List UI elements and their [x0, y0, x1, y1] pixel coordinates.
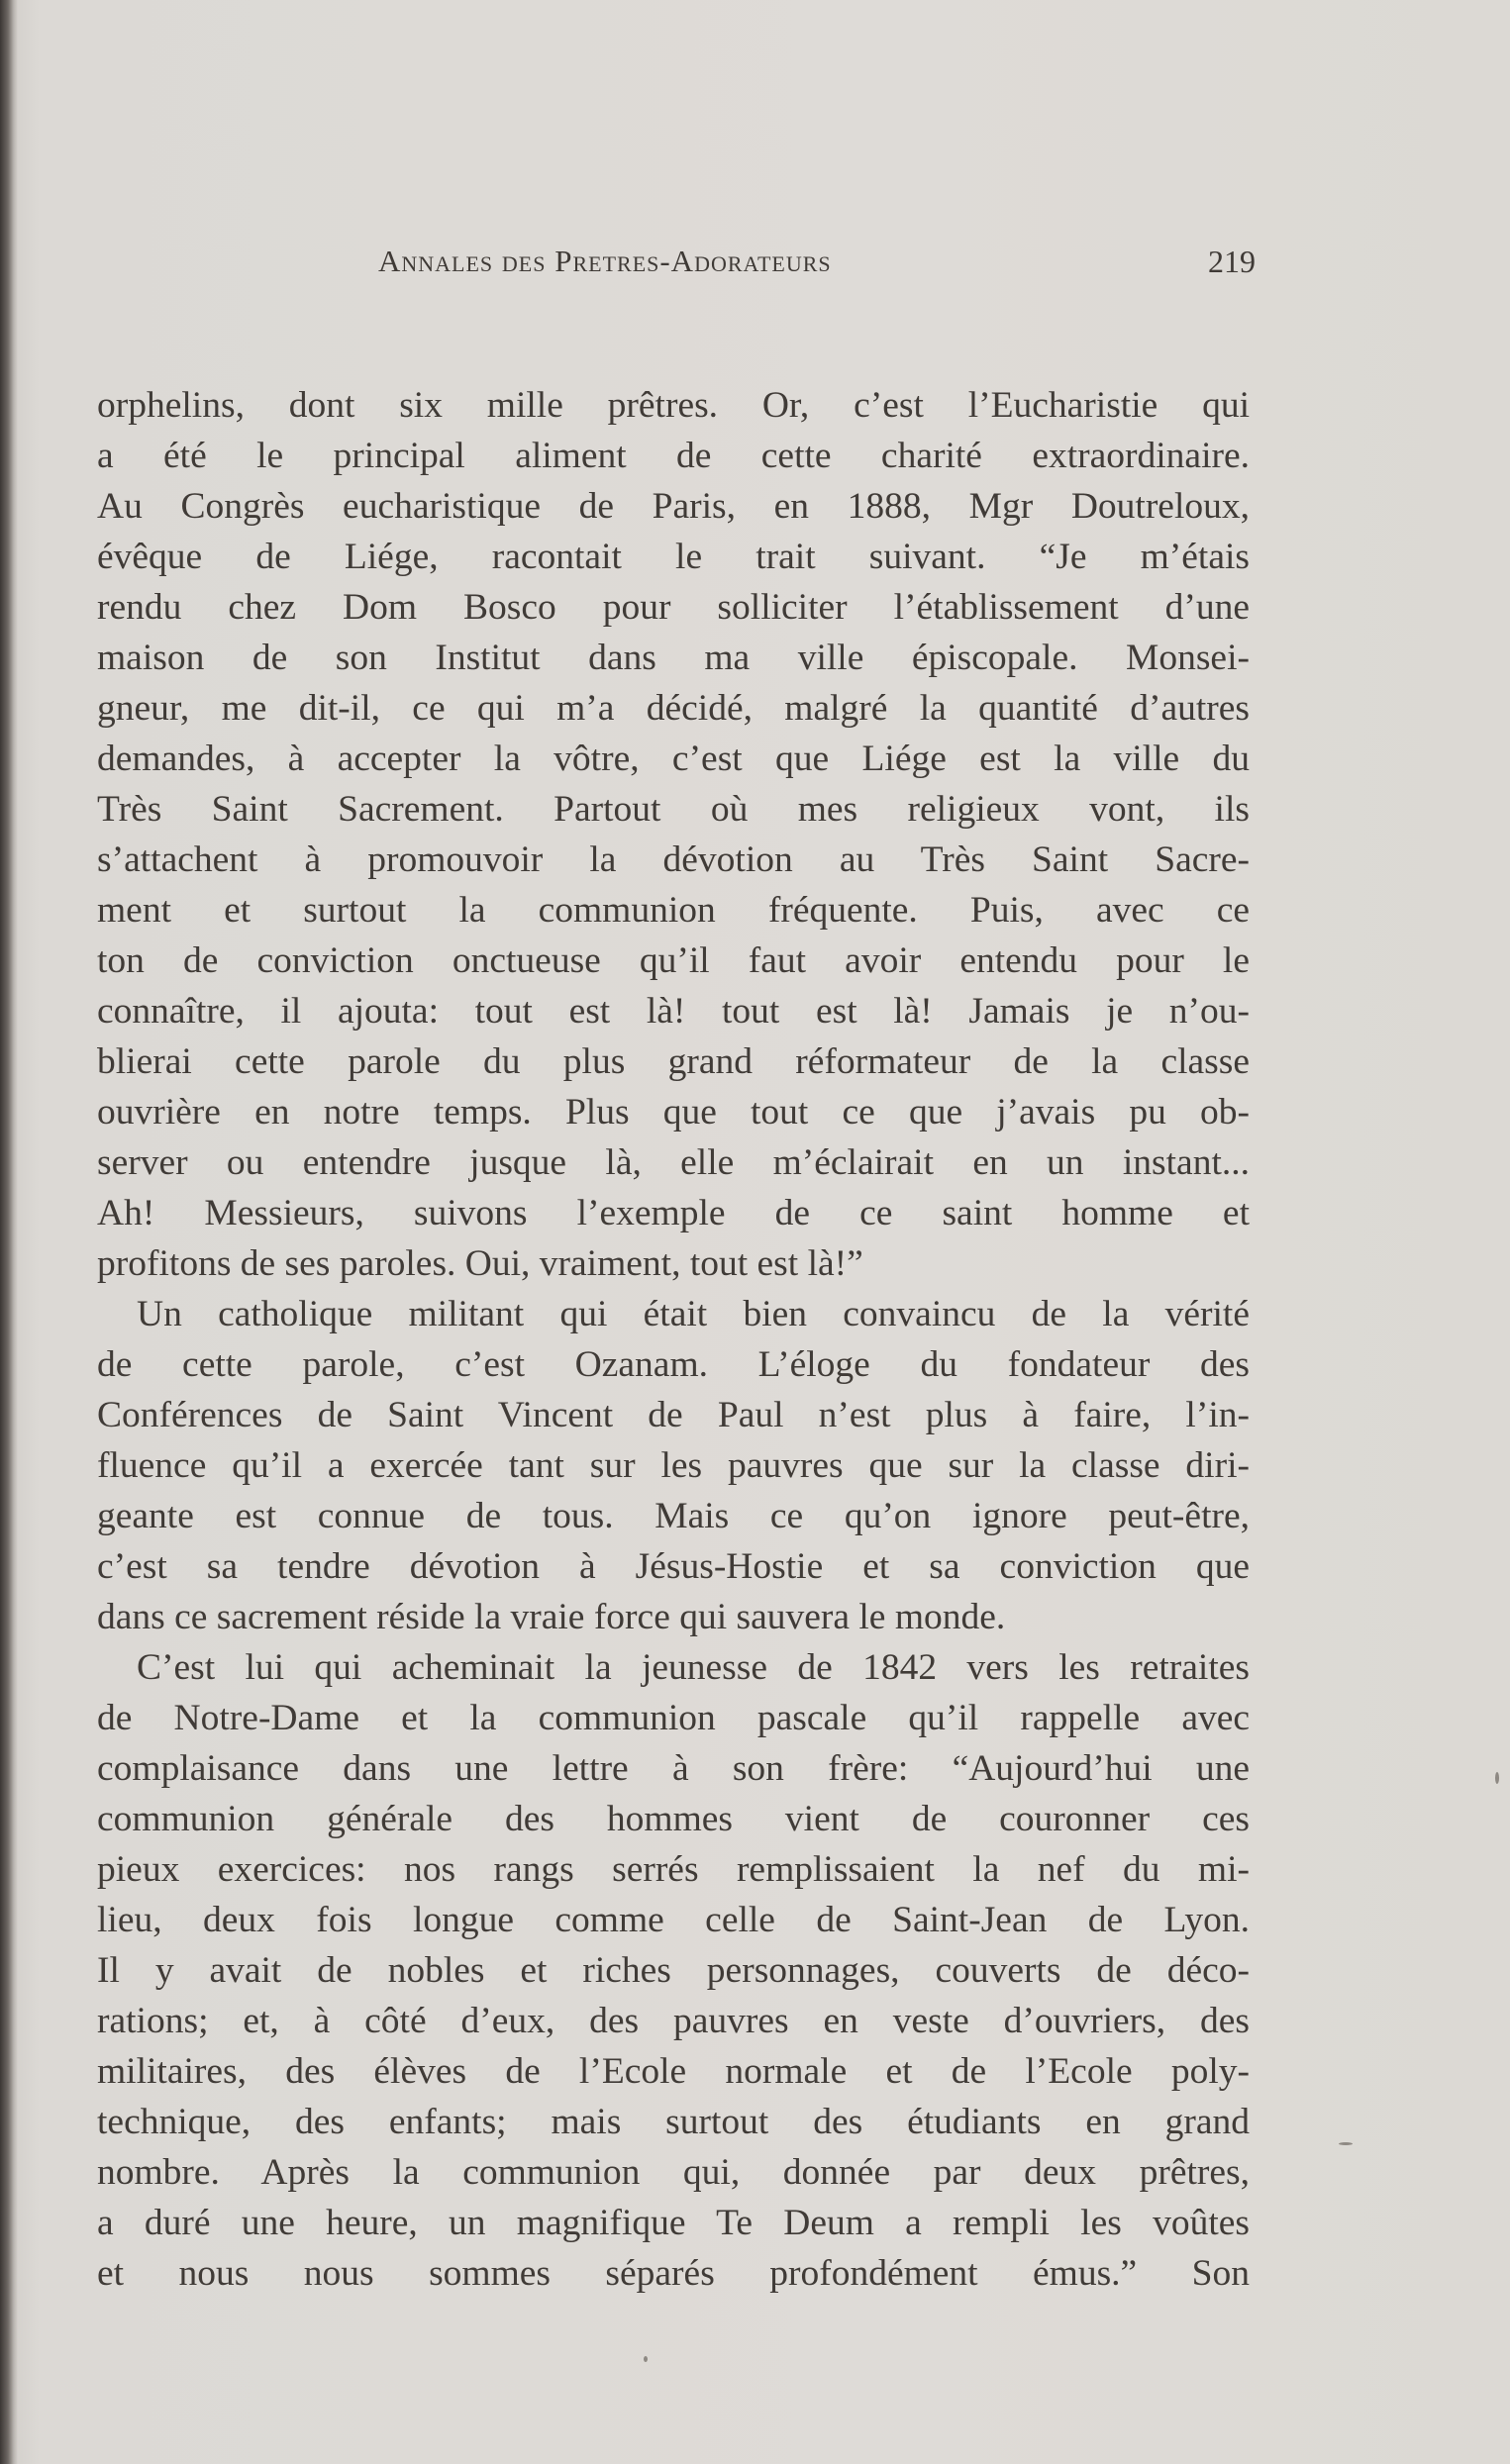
- paper-speck: [644, 2356, 648, 2362]
- text-line: fluence qu’il a exercée tant sur les pauvres que sur la classe diri-: [97, 1445, 1250, 1486]
- text-line: technique, des enfants; mais surtout des étudiants en grand: [97, 2102, 1250, 2142]
- text-line: rendu chez Dom Bosco pour solliciter l’établissement d’une: [97, 587, 1250, 628]
- text-line: connaître, il ajouta: tout est là! tout est là! Jamais je n’ou-: [97, 991, 1250, 1032]
- text-line: a été le principal aliment de cette charité extraordinaire.: [97, 436, 1250, 476]
- paper-speck: [1339, 2142, 1353, 2145]
- text-line: de cette parole, c’est Ozanam. L’éloge du fondateur des: [97, 1344, 1250, 1385]
- paragraph: [97, 1289, 1250, 1642]
- text-line: maison de son Institut dans ma ville épiscopale. Monsei-: [97, 638, 1250, 678]
- text-line: nombre. Après la communion qui, donnée par deux prêtres,: [97, 2152, 1250, 2193]
- text-line: complaisance dans une lettre à son frère: “Aujourd’hui une: [97, 1748, 1250, 1789]
- page-number: 219: [1208, 244, 1256, 279]
- text-line: ment et surtout la communion fréquente. Puis, avec ce: [97, 890, 1250, 931]
- text-line: demandes, à accepter la vôtre, c’est que Liége est la ville du: [97, 739, 1250, 779]
- paragraph: [97, 1642, 1250, 2299]
- text-line: ouvrière en notre temps. Plus que tout ce que j’avais pu ob-: [97, 1092, 1250, 1133]
- page-header: [378, 244, 1256, 283]
- text-line: communion générale des hommes vient de couronner ces: [97, 1799, 1250, 1839]
- text-line: Au Congrès eucharistique de Paris, en 1888, Mgr Doutreloux,: [97, 486, 1250, 527]
- text-line: Très Saint Sacrement. Partout où mes religieux vont, ils: [97, 789, 1250, 830]
- text-line: militaires, des élèves de l’Ecole normale et de l’Ecole poly-: [97, 2051, 1250, 2092]
- text-line: dans ce sacrement réside la vraie force qui sauvera le monde.: [97, 1597, 1006, 1637]
- text-line: gneur, me dit-il, ce qui m’a décidé, malgré la quantité d’autres: [97, 688, 1250, 729]
- text-line: geante est connue de tous. Mais ce qu’on ignore peut-être,: [97, 1496, 1250, 1536]
- text-line: C’est lui qui acheminait la jeunesse de 1842 vers les retraites: [137, 1647, 1250, 1688]
- text-line: de Notre-Dame et la communion pascale qu’il rappelle avec: [97, 1698, 1250, 1738]
- running-title: Annales des Pretres-Adorateurs: [378, 244, 832, 278]
- text-line: lieu, deux fois longue comme celle de Saint-Jean de Lyon.: [97, 1900, 1250, 1940]
- text-line: évêque de Liége, racontait le trait suivant. “Je m’étais: [97, 537, 1250, 577]
- text-line: s’attachent à promouvoir la dévotion au Très Saint Sacre-: [97, 839, 1250, 880]
- binding-gutter: [0, 0, 18, 2464]
- paragraph: [97, 380, 1250, 1289]
- text-line: profitons de ses paroles. Oui, vraiment, tout est là!”: [97, 1243, 863, 1284]
- text-line: Conférences de Saint Vincent de Paul n’est plus à faire, l’in-: [97, 1395, 1250, 1435]
- text-line: a duré une heure, un magnifique Te Deum a rempli les voûtes: [97, 2203, 1250, 2243]
- paper-speck: [1495, 1772, 1499, 1784]
- text-line: c’est sa tendre dévotion à Jésus-Hostie et sa conviction que: [97, 1546, 1250, 1587]
- text-line: orphelins, dont six mille prêtres. Or, c’est l’Eucharistie qui: [97, 385, 1250, 426]
- text-line: pieux exercices: nos rangs serrés remplissaient la nef du mi-: [97, 1849, 1250, 1890]
- text-line: Un catholique militant qui était bien convaincu de la vérité: [137, 1294, 1250, 1334]
- text-line: et nous nous sommes séparés profondément émus.” Son: [97, 2253, 1250, 2294]
- text-line: rations; et, à côté d’eux, des pauvres en veste d’ouvriers, des: [97, 2001, 1250, 2041]
- text-line: ton de conviction onctueuse qu’il faut avoir entendu pour le: [97, 940, 1250, 981]
- text-line: server ou entendre jusque là, elle m’éclairait en un instant...: [97, 1142, 1250, 1183]
- text-line: Il y avait de nobles et riches personnages, couverts de déco-: [97, 1950, 1250, 1991]
- text-line: blierai cette parole du plus grand réformateur de la classe: [97, 1041, 1250, 1082]
- text-line: Ah! Messieurs, suivons l’exemple de ce saint homme et: [97, 1193, 1250, 1233]
- body-text: [97, 380, 1250, 2299]
